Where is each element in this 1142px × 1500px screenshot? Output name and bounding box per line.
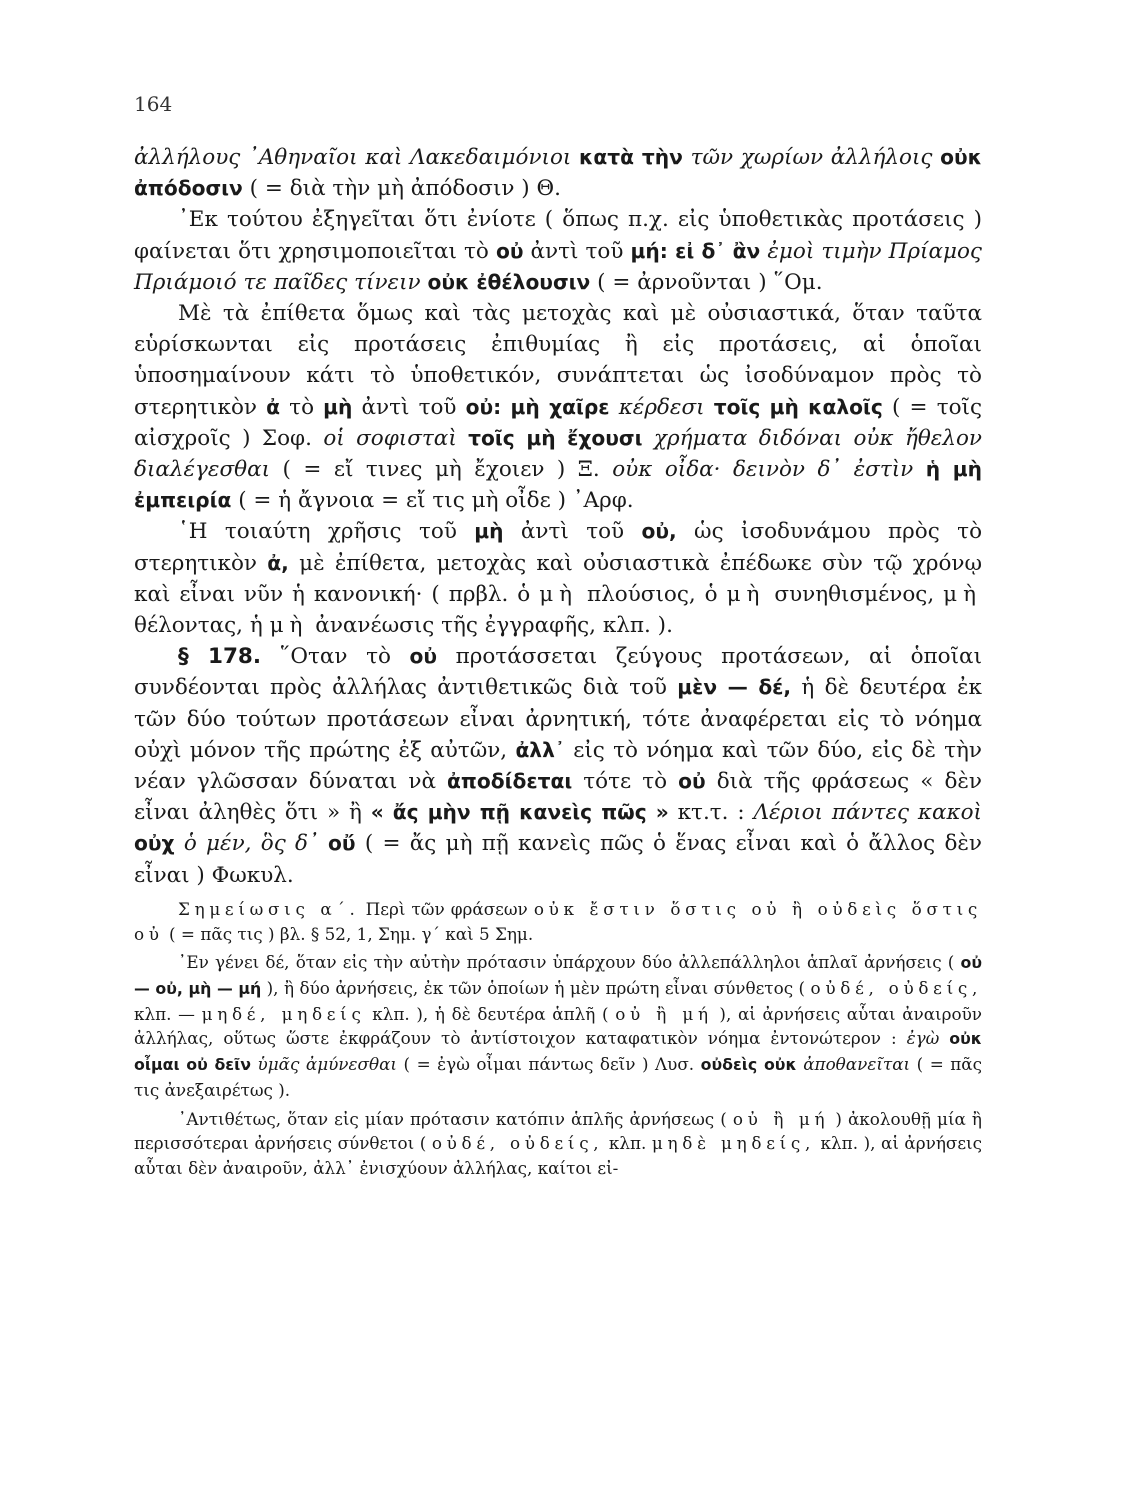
paragraph-p5: § 178. ῞Οταν τὸ οὐ προτάσσεται ζεύγους προτάσεων, αἱ ὁποῖαι συνδέονται πρὸς ἀλλήλας ἀντιθετικῶς διὰ τοῦ μὲν — δέ, ἡ δὲ δευτέρα ἐκ τῶν δύο τούτων προτάσεων εἶναι ἀρνητική, τότε ἀναφέρεται εἰς τὸ νόημα οὐχὶ μόνον τῆς πρώτης ἐξ αὐτῶν, ἀλλ᾿ εἰς τὸ νόημα καὶ τῶν δύο, εἰς δὲ τὴν νέαν γλῶσσαν δύναται νὰ ἀποδίδεται τότε τὸ οὐ διὰ τῆς φράσεως « δὲν εἶναι ἀληθὲς ὅτι » ἢ « ἄς μὴν πῇ κανεὶς πῶς » κτ.τ. : Λέριοι πάντες κακοὶ οὐχ ὁ μέν, ὃς δ᾿ οὔ ( = ἄς μὴ πῇ κανεὶς πῶς ὁ ἕνας εἶναι καὶ ὁ ἄλλος δὲν εἶναι ) Φωκυλ. (134, 644, 983, 888)
body-text (134, 142, 982, 1181)
paragraph-p6: Σημείωσις α΄. Περὶ τῶν φράσεων οὐκ ἔστιν ὅστις οὐ ἢ οὐδεὶς ὅστις οὐ ( = πᾶς τις ) βλ. § 52, 1, Σημ. γ΄ καὶ 5 Σημ. (134, 898, 983, 944)
paragraph-p8: ᾿Αντιθέτως, ὅταν εἰς μίαν πρότασιν κατόπιν ἁπλῆς ἀρνήσεως ( οὐ ἢ μή ) ἀκολουθῇ μία ἢ περισσότεραι ἀρνήσεις σύνθετοι ( οὐδέ, οὐδείς, κλπ. μηδὲ μηδείς, κλπ. ), αἱ ἀρνήσεις αὗται δὲν ἀναιροῦν, ἀλλ᾿ ἐνισχύουν ἀλλήλας, καίτοι εἰ- (134, 1108, 983, 1178)
paragraph-p3: Μὲ τὰ ἐπίθετα ὅμως καὶ τὰς μετοχὰς καὶ μὲ οὐσιαστικά, ὅταν ταῦτα εὑρίσκωνται εἰς προτάσεις ἐπιθυμίας ἢ εἰς προτάσεις, αἱ ὁποῖαι ὑποσημαίνουν κάτι τὸ ὑποθετικόν, συνάπτεται ὡς ἰσοδύναμον πρὸς τὸ στερητικὸν ἀ τὸ μὴ ἀντὶ τοῦ οὐ: μὴ χαῖρε κέρδεσι τοῖς μὴ καλοῖς ( = τοῖς αἰσχροῖς ) Σοφ. οἱ σοφισταὶ τοῖς μὴ ἔχουσι χρήματα διδόναι οὐκ ἤθελον διαλέγεσθαι ( = εἴ τινες μὴ ἔχοιεν ) Ξ. οὐκ οἶδα· δεινὸν δ᾿ ἐστὶν ἡ μὴ ἐμπειρία ( = ἡ ἄγνοια = εἴ τις μὴ οἶδε ) ᾿Αρφ. (134, 301, 982, 514)
paragraph-p1: ἀλλήλους ᾿Αθηναῖοι καὶ Λακεδαιμόνιοι κατὰ τὴν τῶν χωρίων ἀλλήλοις οὐκ ἀπόδοσιν ( = διὰ τὴν μὴ ἀπόδοσιν ) Θ. (134, 145, 982, 202)
paragraph-p4: ῾Η τοιαύτη χρῆσις τοῦ μὴ ἀντὶ τοῦ οὐ, ὡς ἰσοδυνάμου πρὸς τὸ στερητικὸν ἀ, μὲ ἐπίθετα, μετοχὰς καὶ οὐσιαστικὰ ἐπέδωκε σὺν τῷ χρόνῳ καὶ εἶναι νῦν ἡ κανονική· ( πρβλ. ὁ μὴ πλούσιος, ὁ μὴ συνηθισμένος, μὴ θέλοντας, ἡ μὴ ἀνανέωσις τῆς ἐγγραφῆς, κλπ. ). (134, 519, 983, 639)
paragraph-p7: ᾿Εν γένει δέ, ὅταν εἰς τὴν αὐτὴν πρότασιν ὑπάρχουν δύο ἀλλεπάλληλοι ἁπλαῖ ἀρνήσεις ( οὐ — οὐ, μὴ — μή ), ἢ δύο ἀρνήσεις, ἐκ τῶν ὁποίων ἡ μὲν πρώτη εἶναι σύνθετος ( οὐδέ, οὐδείς, κλπ. — μηδέ, μηδείς κλπ. ), ἡ δὲ δευτέρα ἁπλῆ ( οὐ ἢ μή ), αἱ ἀρνήσεις αὗται ἀναιροῦν ἀλλήλας, οὕτως ὥστε ἐκφράζουν τὸ ἀντίστοιχον καταφατικὸν νόημα ἐντονώτερον : ἐγὼ οὐκ οἶμαι οὐ δεῖν ὑμᾶς ἀμύνεσθαι ( = ἐγὼ οἶμαι πάντως δεῖν ) Λυσ. οὐδεὶς οὐκ ἀποθανεῖται ( = πᾶς τις ἀνεξαιρέτως ). (134, 952, 983, 1100)
page-number: 164 (134, 92, 173, 116)
paragraph-p2: ᾿Εκ τούτου ἐξηγεῖται ὅτι ἐνίοτε ( ὅπως π.χ. εἰς ὑποθετικὰς προτάσεις ) φαίνεται ὅτι χρησιμοποιεῖται τὸ οὐ ἀντὶ τοῦ μή: εἰ δ᾿ ἂν ἐμοὶ τιμὴν Πρίαμος Πριάμοιό τε παῖδες τίνειν οὐκ ἐθέλουσιν ( = ἀρνοῦνται ) ῞Ομ. (134, 207, 982, 295)
